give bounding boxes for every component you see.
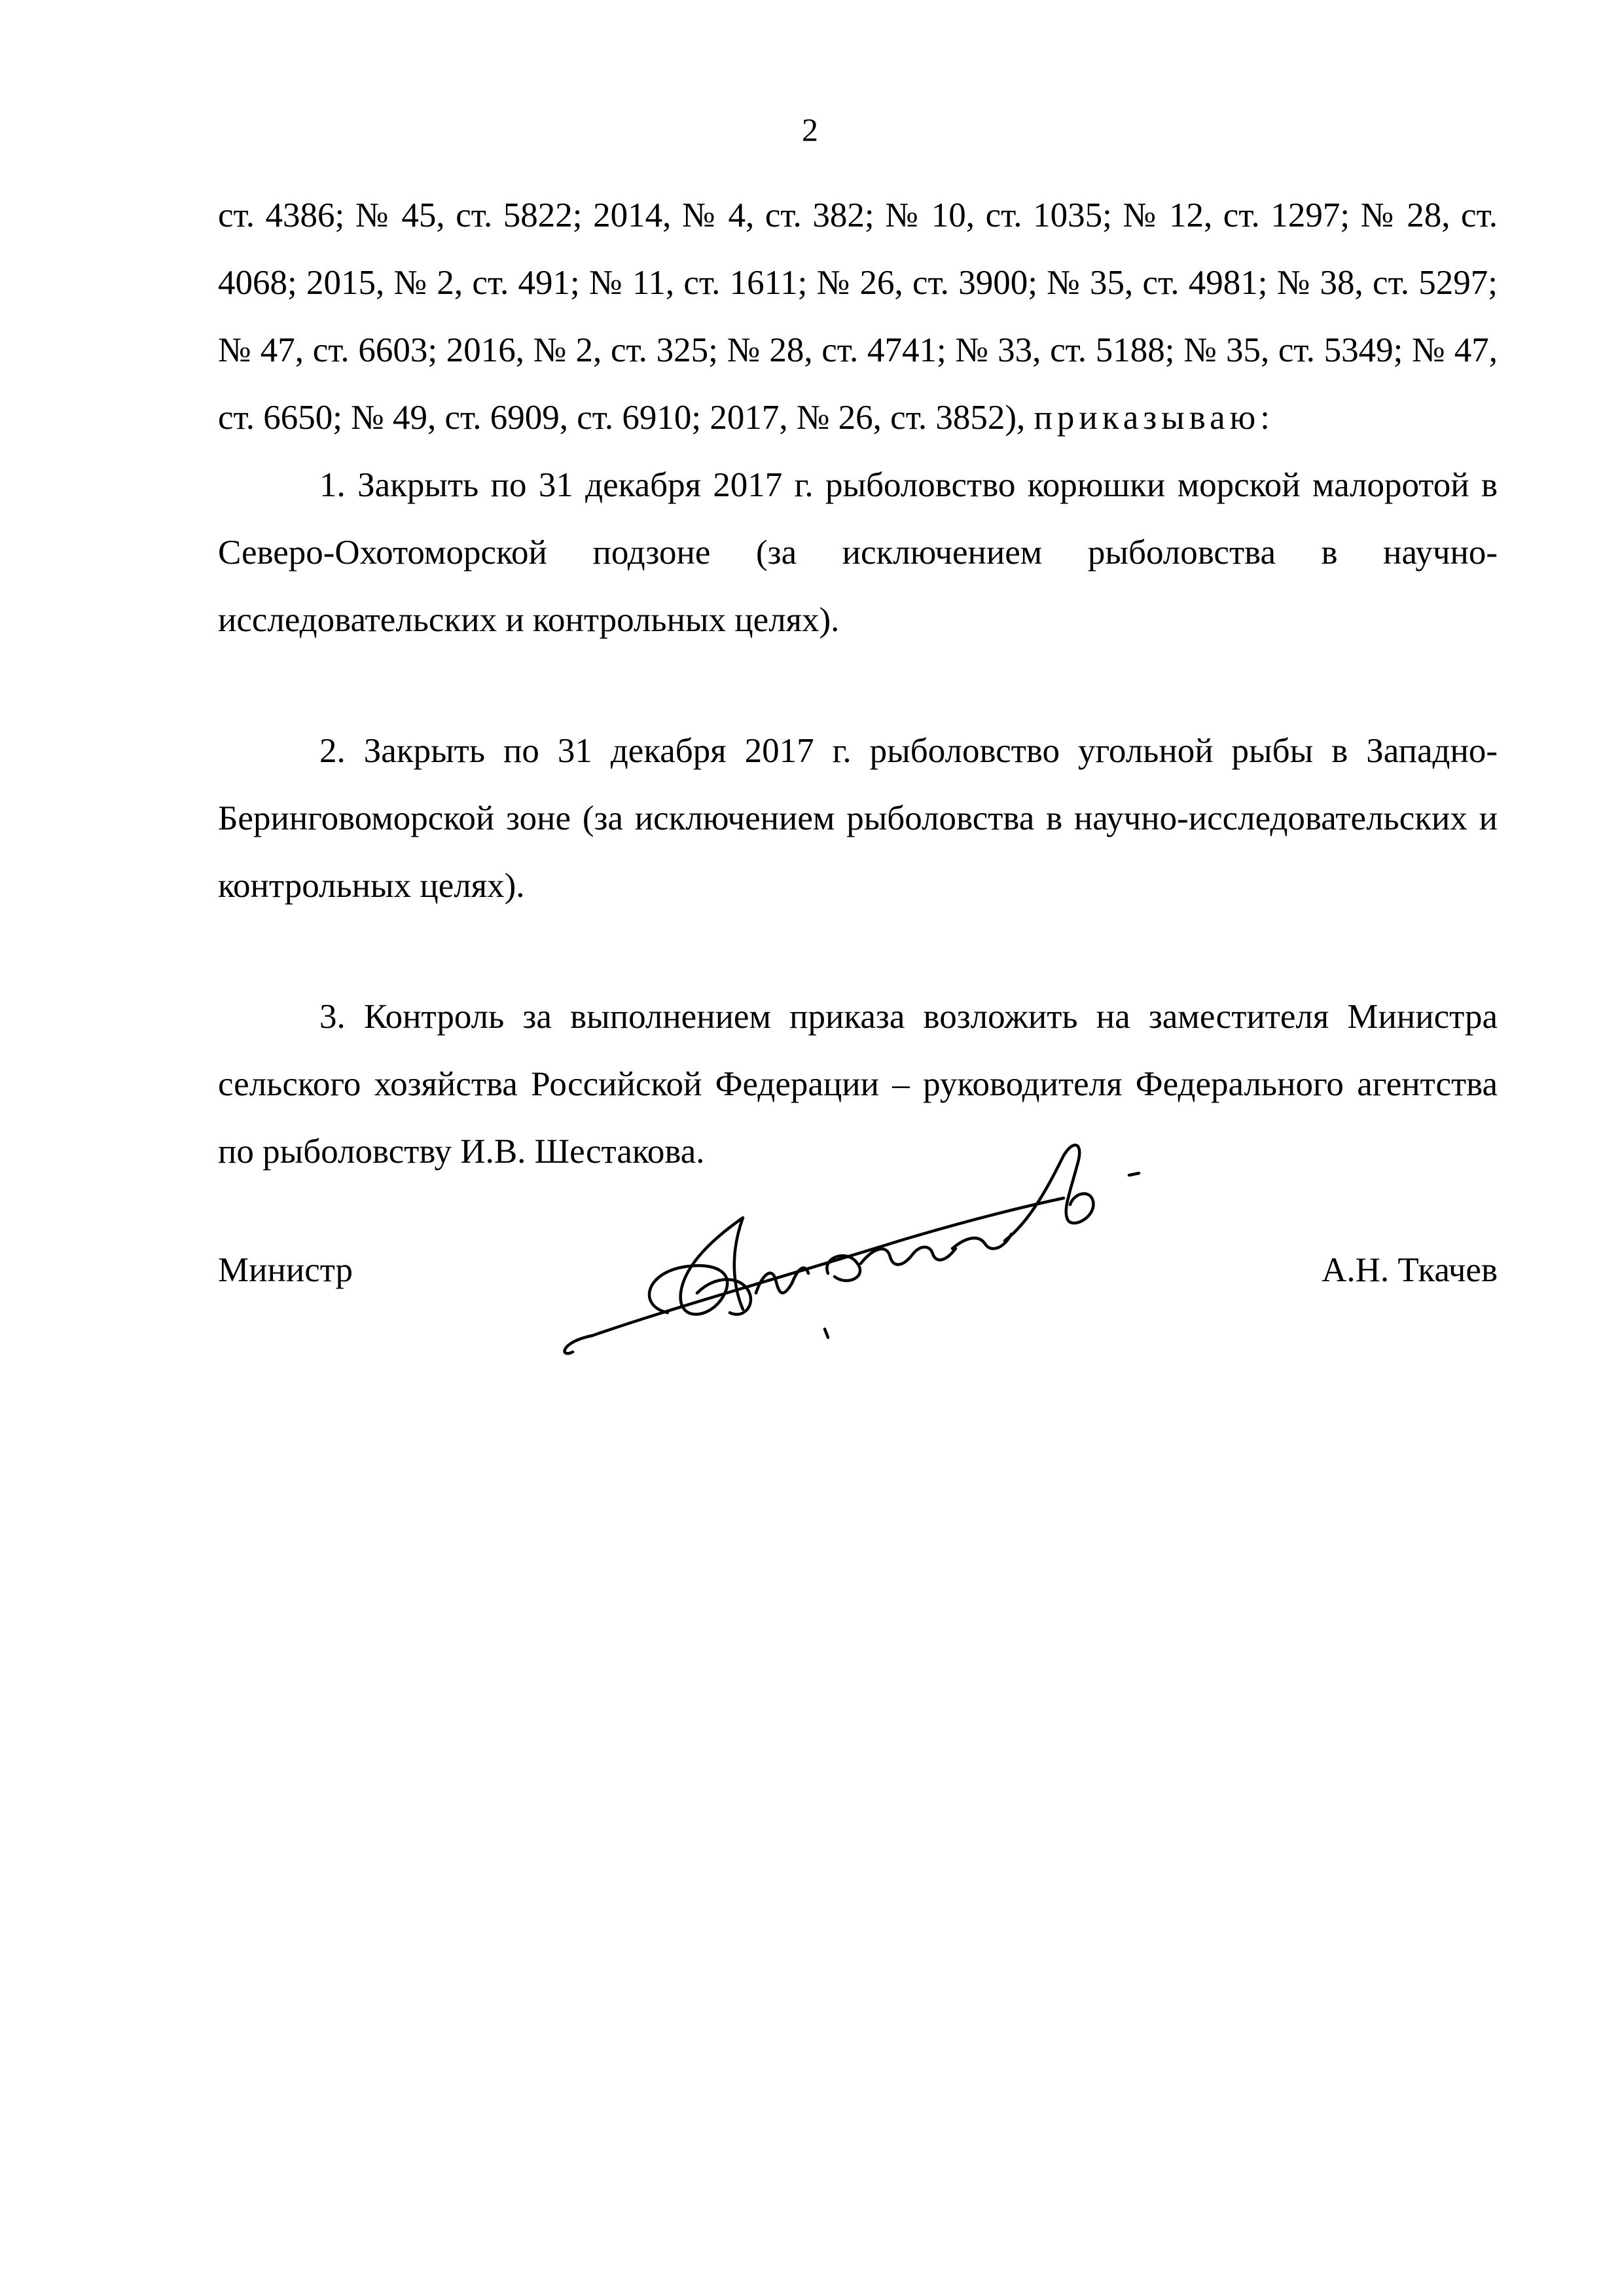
page-number: 2 xyxy=(802,111,818,148)
order-command: приказываю: xyxy=(1034,399,1274,437)
signatory-name: А.Н. Ткачев xyxy=(1322,1251,1498,1289)
legal-references-text: ст. 4386; № 45, ст. 5822; 2014, № 4, ст. 382; № 10, ст. 1035; № 12, ст. 1297; № 28, ст. 4068; 2015, № 2, ст. 491; № 11, ст. 1611; № 26, ст. 3900; № 35, ст. 4981; № 38, ст. 5297; № 47, ст. 6603; 2016, № 2, ст. 325; № 28, ст. 4741; № 33, ст. 5188; № 35, ст. 5349; № 47, ст. 6650; № 49, ст. 6909, ст. 6910; 2017, № 26, ст. 3852), xyxy=(218,196,1498,437)
signatory-title: Министр xyxy=(218,1251,353,1289)
order-item-1: 1. Закрыть по 31 декабря 2017 г. рыболовство корюшки морской малоротой в Северо-Охотоморской подзоне (за исключением рыболовства в научно-исследовательских и контрольных целях). xyxy=(218,466,1498,639)
order-item-2: 2. Закрыть по 31 декабря 2017 г. рыболовство угольной рыбы в Западно-Беринговоморской зоне (за исключением рыболовства в научно-исследовательских и контрольных целях). xyxy=(218,732,1498,905)
legal-references-paragraph xyxy=(218,182,1498,452)
handwritten-signature xyxy=(547,1077,1273,1378)
order-item-3: 3. Контроль за выполнением приказа возложить на заместителя Министра сельского хозяйства Российской Федерации – руководителя Федерального агентства по рыболовству И.В. Шестакова. xyxy=(218,998,1498,1171)
document-body xyxy=(218,182,1498,1186)
